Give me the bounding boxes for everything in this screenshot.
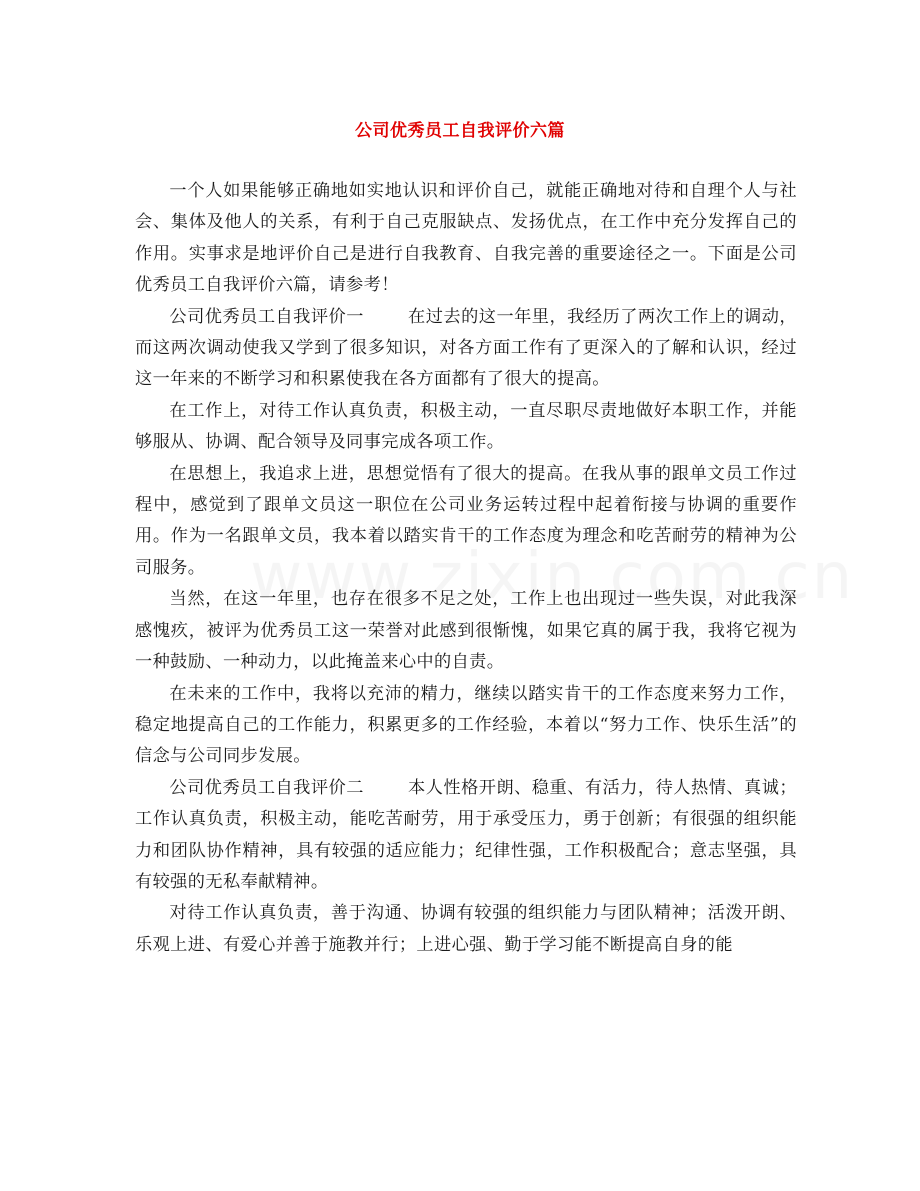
paragraph-text: 本人性格开朗、稳重、有活力，待人热情、真诚；工作认真负责，积极主动，能吃苦耐劳，用于承受压力，勇于创新；有很强的组织能力和团队协作精神，具有较强的适应能力；纪律性强，工作积极配合；意志坚强，具有较强的无私奉献精神。 (135, 777, 797, 892)
paragraph-text: 一个人如果能够正确地如实地认识和评价自己，就能正确地对待和自理个人与社会、集体及他人的关系，有利于自己克服缺点、发扬优点，在工作中充分发挥自己的作用。实事求是地评价自己是进行自我教育、自我完善的重要途径之一。下面是公司优秀员工自我评价六篇，请参考！ (135, 181, 797, 296)
paragraph-section-2 (135, 773, 797, 899)
section-heading: 公司优秀员工自我评价一 (169, 306, 364, 327)
paragraph-text: 当然，在这一年里，也存在很多不足之处，工作上也出现过一些失误，对此我深感愧疚，被评为优秀员工这一荣誉对此感到很惭愧，如果它真的属于我，我将它视为一种鼓励、一种动力，以此掩盖来心中的自责。 (135, 589, 797, 673)
paragraph-text: 在未来的工作中，我将以充沛的精力，继续以踏实肯干的工作态度来努力工作，稳定地提高自己的工作能力，积累更多的工作经验，本着以“努力工作、快乐生活”的信念与公司同步发展。 (135, 683, 797, 767)
paragraph-text: 在思想上，我追求上进，思想觉悟有了很大的提高。在我从事的跟单文员工作过程中，感觉到了跟单文员这一职位在公司业务运转过程中起着衔接与协调的重要作用。作为一名跟单文员，我本着以踏实肯干的工作态度为理念和吃苦耐劳的精神为公司服务。 (135, 463, 797, 578)
paragraph-intro (135, 176, 797, 302)
paragraph-section-1 (135, 302, 797, 396)
document-title: 公司优秀员工自我评价六篇 (355, 121, 565, 141)
document-body (135, 176, 797, 961)
paragraph (135, 679, 797, 773)
paragraph (135, 898, 797, 961)
paragraph (135, 396, 797, 459)
paragraph-text: 在过去的这一年里，我经历了两次工作上的调动，而这两次调动使我又学到了很多知识，对各方面工作有了更深入的了解和认识，经过这一年来的不断学习和积累使我在各方面都有了很大的提高。 (135, 306, 797, 390)
paragraph-text: 在工作上，对待工作认真负责，积极主动，一直尽职尽责地做好本职工作，并能够服从、协调、配合领导及同事完成各项工作。 (135, 400, 797, 453)
paragraph (135, 459, 797, 585)
paragraph-text: 对待工作认真负责，善于沟通、协调有较强的组织能力与团队精神；活泼开朗、乐观上进、有爱心并善于施教并行；上进心强、勤于学习能不断提高自身的能 (135, 903, 797, 955)
paragraph (135, 584, 797, 678)
section-heading: 公司优秀员工自我评价二 (169, 777, 364, 798)
